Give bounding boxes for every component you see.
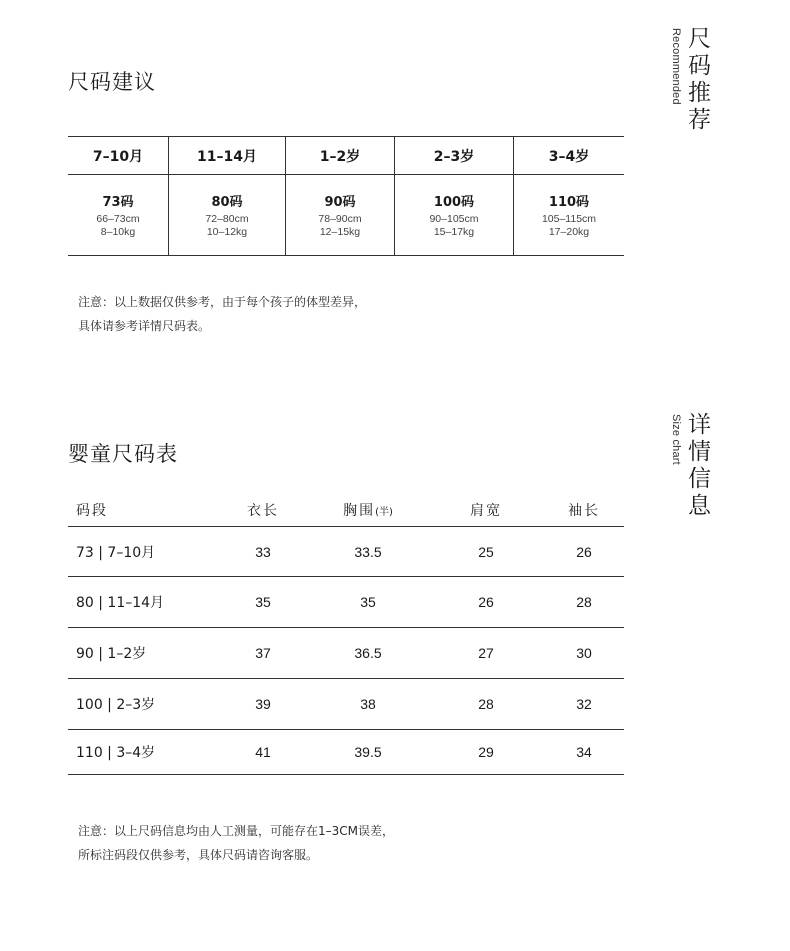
recommend-body-row xyxy=(68,175,624,255)
note-line: 注意：以上数据仅供参考，由于每个孩子的体型差异， xyxy=(78,295,367,309)
header-chest-unit: (半) xyxy=(375,507,393,518)
recommend-height: 78–90cm xyxy=(318,213,362,225)
cell-size: 110 | 3–4岁 xyxy=(76,745,156,761)
cell-shoulder: 29 xyxy=(478,744,494,760)
recommend-size: 80码 xyxy=(211,195,243,210)
cell-length: 37 xyxy=(255,645,271,661)
size-chart-header-row xyxy=(68,494,624,527)
cell-size: 73 | 7–10月 xyxy=(76,544,156,561)
recommend-size: 100码 xyxy=(433,195,475,210)
recommend-header-cell: 11–14月 xyxy=(169,137,286,174)
cell-sleeve: 28 xyxy=(576,594,592,610)
recommend-header-cell: 7–10月 xyxy=(68,137,169,174)
size-chart-side-cn xyxy=(688,412,711,520)
recommend-size: 90码 xyxy=(324,195,356,210)
recommend-height: 105–115cm xyxy=(541,213,597,225)
recommend-weight: 10–12kg xyxy=(206,226,248,238)
table-row xyxy=(68,577,624,628)
recommend-side-label xyxy=(670,26,711,134)
cell-chest: 35 xyxy=(360,594,376,610)
recommend-header-cell: 3–4岁 xyxy=(548,148,590,165)
side-char: 详 xyxy=(688,412,711,438)
cell-length: 35 xyxy=(255,594,271,610)
cell-sleeve: 34 xyxy=(576,744,592,760)
table-row xyxy=(68,628,624,679)
recommend-note xyxy=(78,290,366,338)
cell-shoulder: 28 xyxy=(478,696,494,712)
cell-shoulder: 26 xyxy=(478,594,494,610)
size-chart-side-en: Size chart xyxy=(670,414,682,465)
cell-chest: 38 xyxy=(360,696,376,712)
recommend-side-cn xyxy=(688,26,711,134)
recommend-header-row xyxy=(68,137,624,175)
table-row xyxy=(68,527,624,577)
recommend-weight: 12–15kg xyxy=(319,226,361,238)
cell-length: 39 xyxy=(255,696,271,712)
cell-sleeve: 26 xyxy=(576,543,592,560)
cell-sleeve: 32 xyxy=(576,696,592,712)
cell-chest: 36.5 xyxy=(354,645,382,661)
header-sleeve: 袖长 xyxy=(568,503,600,519)
recommend-header-cell: 1–2岁 xyxy=(286,137,395,174)
cell-sleeve: 30 xyxy=(576,645,592,661)
recommend-section-title: 尺码建议 xyxy=(68,70,156,94)
side-char: 尺 xyxy=(688,26,711,52)
cell-shoulder: 25 xyxy=(478,543,494,560)
size-chart-table xyxy=(68,494,624,775)
recommend-cell xyxy=(169,175,286,255)
header-length: 衣长 xyxy=(247,503,279,519)
recommend-cell xyxy=(286,175,395,255)
recommend-size: 73码 xyxy=(102,195,134,210)
cell-shoulder: 27 xyxy=(478,645,494,661)
side-char: 推 xyxy=(688,80,711,106)
note-line: 具体请参考详情尺码表。 xyxy=(78,319,211,333)
recommend-header-cell: 2–3岁 xyxy=(395,137,514,174)
size-chart-note xyxy=(78,819,394,867)
cell-size: 90 | 1–2岁 xyxy=(76,646,147,662)
header-shoulder: 肩宽 xyxy=(470,503,502,519)
note-line: 注意：以上尺码信息均由人工测量，可能存在1–3CM误差， xyxy=(78,824,395,838)
recommend-weight: 8–10kg xyxy=(100,226,136,238)
recommend-cell xyxy=(395,175,514,255)
cell-length: 41 xyxy=(255,744,271,760)
header-size: 码段 xyxy=(76,503,108,519)
cell-length: 33 xyxy=(255,543,271,560)
cell-chest: 39.5 xyxy=(354,744,382,760)
size-chart-title: 婴童尺码表 xyxy=(68,442,178,466)
table-row xyxy=(68,679,624,730)
side-char: 荐 xyxy=(688,107,711,133)
cell-size: 100 | 2–3岁 xyxy=(76,697,156,713)
cell-size: 80 | 11–14月 xyxy=(76,595,165,611)
recommend-side-en: Recommended xyxy=(670,28,682,105)
recommend-height: 90–105cm xyxy=(429,213,479,225)
side-char: 情 xyxy=(688,439,711,465)
recommend-cell xyxy=(514,175,624,255)
recommend-height: 66–73cm xyxy=(96,213,140,225)
recommend-height: 72–80cm xyxy=(205,213,249,225)
side-char: 息 xyxy=(688,493,711,519)
table-row xyxy=(68,730,624,775)
recommend-weight: 17–20kg xyxy=(548,226,590,238)
side-char: 信 xyxy=(688,466,711,492)
header-chest-label: 胸围 xyxy=(343,503,376,519)
recommend-weight: 15–17kg xyxy=(433,226,475,238)
recommend-size: 110码 xyxy=(548,195,590,210)
recommend-cell xyxy=(68,175,169,255)
header-chest xyxy=(308,500,428,520)
cell-chest: 33.5 xyxy=(354,543,382,560)
size-chart-side-label xyxy=(670,412,711,520)
note-line: 所标注码段仅供参考，具体尺码请咨询客服。 xyxy=(78,848,319,862)
recommend-table xyxy=(68,136,624,256)
side-char: 码 xyxy=(688,53,711,79)
